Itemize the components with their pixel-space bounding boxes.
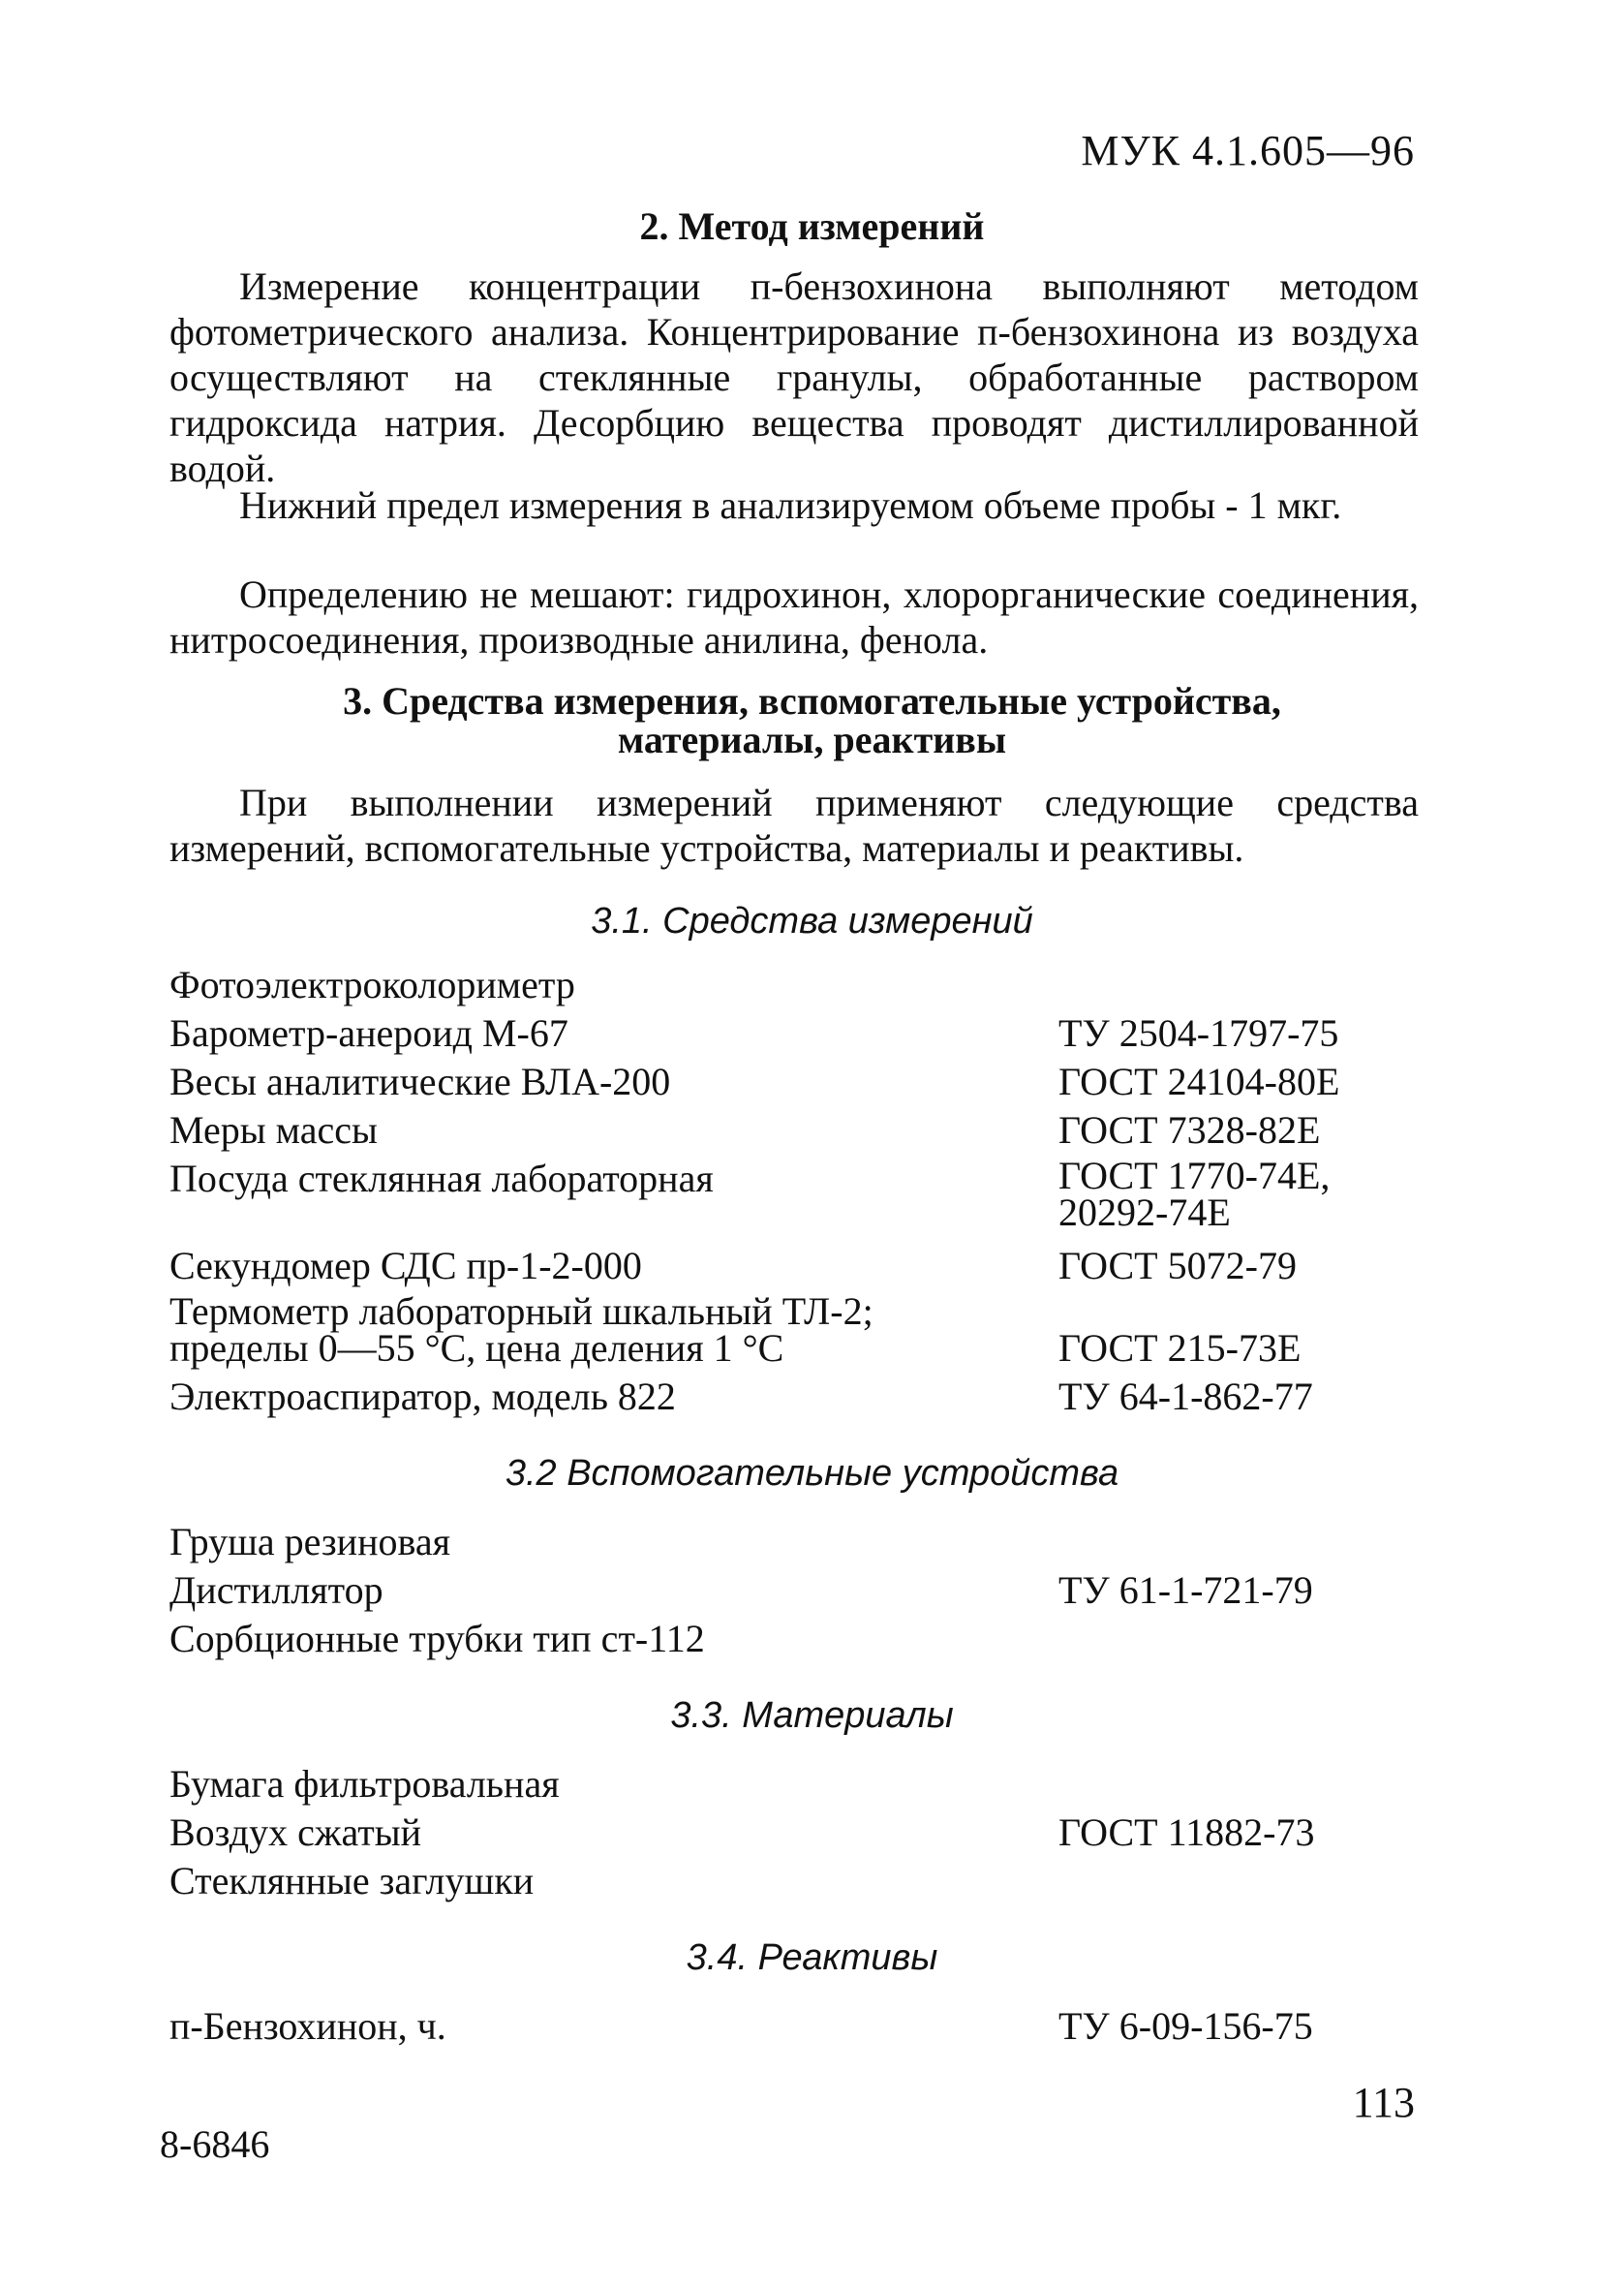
item-standard: ТУ 61-1-721-79 (1058, 1568, 1313, 1612)
print-code: 8-6846 (160, 2122, 270, 2166)
section-3-title-line-1: 3. Средства измерения, вспомогательные устройства, (343, 679, 1281, 723)
item-name: п-Бензохинон, ч. (169, 2004, 446, 2048)
section-3-intro: При выполнении измерений применяют следующие средства измерений, вспомогательные устройства, материалы и реактивы. (169, 781, 1419, 870)
item-standard: ТУ 6-09-156-75 (1058, 2004, 1313, 2048)
item-name: Фотоэлектроколориметр (169, 963, 575, 1006)
item-standard: ГОСТ 5072-79 (1058, 1244, 1297, 1287)
item-standard: ГОСТ 215-73Е (1058, 1326, 1302, 1370)
section-2-paragraph-3: Определению не мешают: гидрохинон, хлорорганические соединения, нитросоединения, производные анилина, фенола. (169, 572, 1419, 662)
subsection-3-4-title: 3.4. Реактивы (686, 1937, 938, 1978)
item-standard: ГОСТ 24104-80Е (1058, 1060, 1340, 1103)
item-name: Посуда стеклянная лабораторная (169, 1157, 714, 1200)
item-name: Весы аналитические ВЛА-200 (169, 1060, 671, 1103)
item-name: Груша резиновая (169, 1520, 450, 1563)
section-3-title-line-2: материалы, реактивы (617, 718, 1007, 761)
subsection-3-2-title: 3.2 Вспомогательные устройства (505, 1453, 1119, 1494)
item-name: Секундомер СДС пр-1-2-000 (169, 1244, 642, 1287)
item-name: Электроаспиратор, модель 822 (169, 1375, 676, 1418)
section-2-paragraph-2: Нижний предел измерения в анализируемом объеме пробы - 1 мкг. (239, 483, 1342, 527)
item-standard: ТУ 2504-1797-75 (1058, 1011, 1339, 1055)
item-standard: ТУ 64-1-862-77 (1058, 1375, 1313, 1418)
item-name: Бумага фильтровальная (169, 1762, 560, 1806)
item-standard: ГОСТ 1770-74Е, 20292-74Е (1058, 1154, 1331, 1234)
item-name: Меры массы (169, 1108, 378, 1152)
item-name: Воздух сжатый (169, 1810, 421, 1854)
item-name: Стеклянные заглушки (169, 1859, 535, 1902)
item-name: Дистиллятор (169, 1568, 383, 1612)
item-name: Термометр лабораторный шкальный ТЛ-2; пределы 0—55 °С, цена деления 1 °С (169, 1289, 873, 1370)
item-name: Барометр-анероид М-67 (169, 1011, 568, 1055)
document-code: МУК 4.1.605—96 (1081, 127, 1415, 174)
section-2-title: 2. Метод измерений (639, 204, 985, 248)
subsection-3-1-title: 3.1. Средства измерений (591, 901, 1033, 942)
item-name: Сорбционные трубки тип ст-112 (169, 1617, 705, 1660)
page-number: 113 (1352, 2079, 1415, 2126)
section-2-paragraph-1: Измерение концентрации п-бензохинона выполняют методом фотометрического анализа. Концентрирование п-бензохинона из воздуха осуществляют на стеклянные гранулы, обработанные раствором гидроксида натрия. Десорбцию вещества проводят дистиллированной водой. (169, 264, 1419, 490)
subsection-3-3-title: 3.3. Материалы (670, 1695, 954, 1736)
item-standard: ГОСТ 7328-82Е (1058, 1108, 1321, 1152)
item-standard: ГОСТ 11882-73 (1058, 1810, 1315, 1854)
